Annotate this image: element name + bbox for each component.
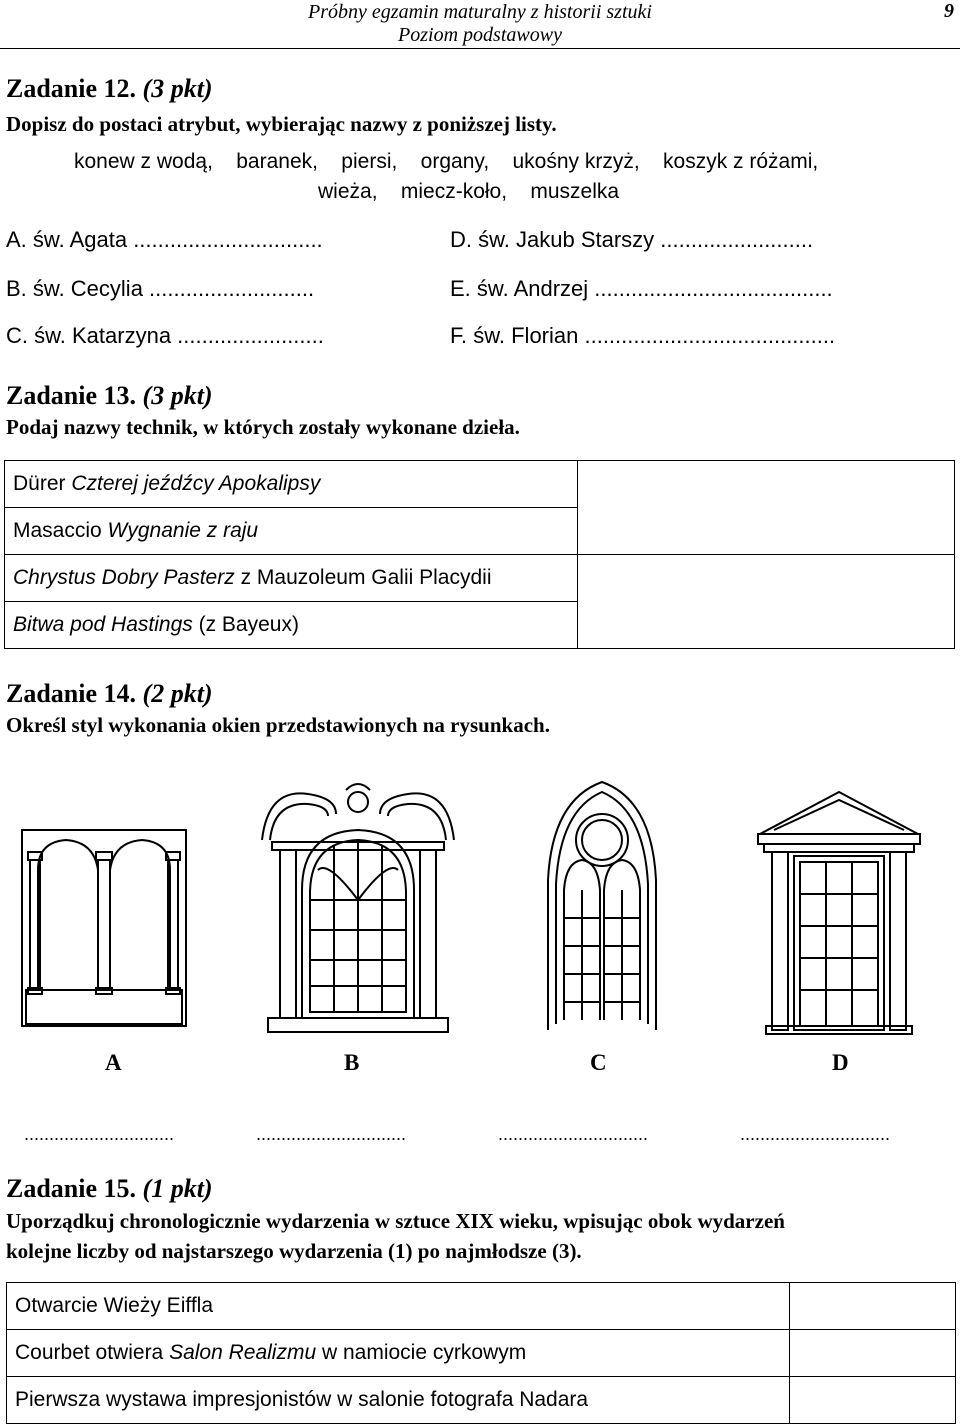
window-b-drawing: [258, 780, 458, 1035]
task13-title: Zadanie 13. (3 pkt): [6, 381, 213, 410]
task13-answer-cell-1[interactable]: [578, 461, 955, 555]
task12-title: Zadanie 12. (3 pkt): [6, 74, 213, 103]
task15-title: Zadanie 15. (1 pkt): [6, 1174, 213, 1203]
window-label-c: C: [590, 1050, 607, 1075]
task13-work-cell: Dürer Czterej jeźdźcy Apokalipsy: [5, 461, 578, 508]
task15-table: [6, 1282, 956, 1424]
table-row: [7, 1377, 956, 1424]
task14-title: Zadanie 14. (2 pkt): [6, 679, 213, 708]
window-c-drawing: [542, 780, 662, 1030]
table-row: [5, 461, 955, 508]
task15-answer-cell-3[interactable]: [790, 1377, 956, 1424]
task12-options-line1: konew z wodą, baranek, piersi, organy, ukośny krzyż, koszyk z różami,: [74, 150, 819, 173]
task13-work-cell: Bitwa pod Hastings (z Bayeux): [5, 602, 578, 649]
window-answer-d[interactable]: ..............................: [740, 1124, 891, 1144]
window-answer-b[interactable]: ..............................: [256, 1124, 407, 1144]
task12-item-b[interactable]: B. św. Cecylia ...........................: [6, 276, 315, 301]
task13-instruction: Podaj nazwy technik, w których zostały wykonane dzieła.: [6, 415, 520, 439]
task12-item-a[interactable]: A. św. Agata ...............................: [6, 227, 323, 252]
task12-item-e[interactable]: E. św. Andrzej .......................................: [450, 276, 833, 301]
task13-answer-cell-2[interactable]: [578, 555, 955, 649]
task13-work-cell: Masaccio Wygnanie z raju: [5, 508, 578, 555]
task15-event-cell: Pierwsza wystawa impresjonistów w salonie fotografa Nadara: [7, 1377, 790, 1424]
page-number: 9: [944, 0, 954, 22]
task15-answer-cell-2[interactable]: [790, 1330, 956, 1377]
task14-instruction: Określ styl wykonania okien przedstawionych na rysunkach.: [6, 713, 550, 737]
window-d-drawing: [756, 790, 922, 1035]
window-a-drawing: [14, 800, 194, 1030]
task15-instruction-line1: Uporządkuj chronologicznie wydarzenia w sztuce XIX wieku, wpisując obok wydarzeń: [6, 1209, 785, 1233]
task13-work-cell: Chrystus Dobry Pasterz z Mauzoleum Galii Placydii: [5, 555, 578, 602]
table-row: [7, 1330, 956, 1377]
task12-options-line2: wieża, miecz-koło, muszelka: [318, 180, 620, 203]
task12-instruction: Dopisz do postaci atrybut, wybierając nazwy z poniższej listy.: [6, 112, 557, 136]
window-label-b: B: [344, 1050, 360, 1075]
task15-event-cell: Otwarcie Wieży Eiffla: [7, 1283, 790, 1330]
task12-item-c[interactable]: C. św. Katarzyna ........................: [6, 323, 324, 348]
task12-item-d[interactable]: D. św. Jakub Starszy .........................: [450, 227, 814, 252]
exam-level: Poziom podstawowy: [398, 24, 562, 46]
task15-answer-cell-1[interactable]: [790, 1283, 956, 1330]
table-row: [7, 1283, 956, 1330]
window-label-d: D: [832, 1050, 849, 1075]
task12-item-f[interactable]: F. św. Florian .........................................: [450, 323, 836, 348]
task13-table: [4, 460, 955, 649]
table-row: [5, 555, 955, 602]
page-header: [0, 0, 960, 49]
window-label-a: A: [105, 1050, 122, 1075]
window-answer-c[interactable]: ..............................: [498, 1124, 649, 1144]
window-answer-a[interactable]: ..............................: [24, 1124, 175, 1144]
task15-event-cell: Courbet otwiera Salon Realizmu w namiocie cyrkowym: [7, 1330, 790, 1377]
exam-title: Próbny egzamin maturalny z historii sztuki: [308, 1, 652, 23]
task15-instruction-line2: kolejne liczby od najstarszego wydarzenia (1) po najmłodsze (3).: [6, 1239, 582, 1263]
